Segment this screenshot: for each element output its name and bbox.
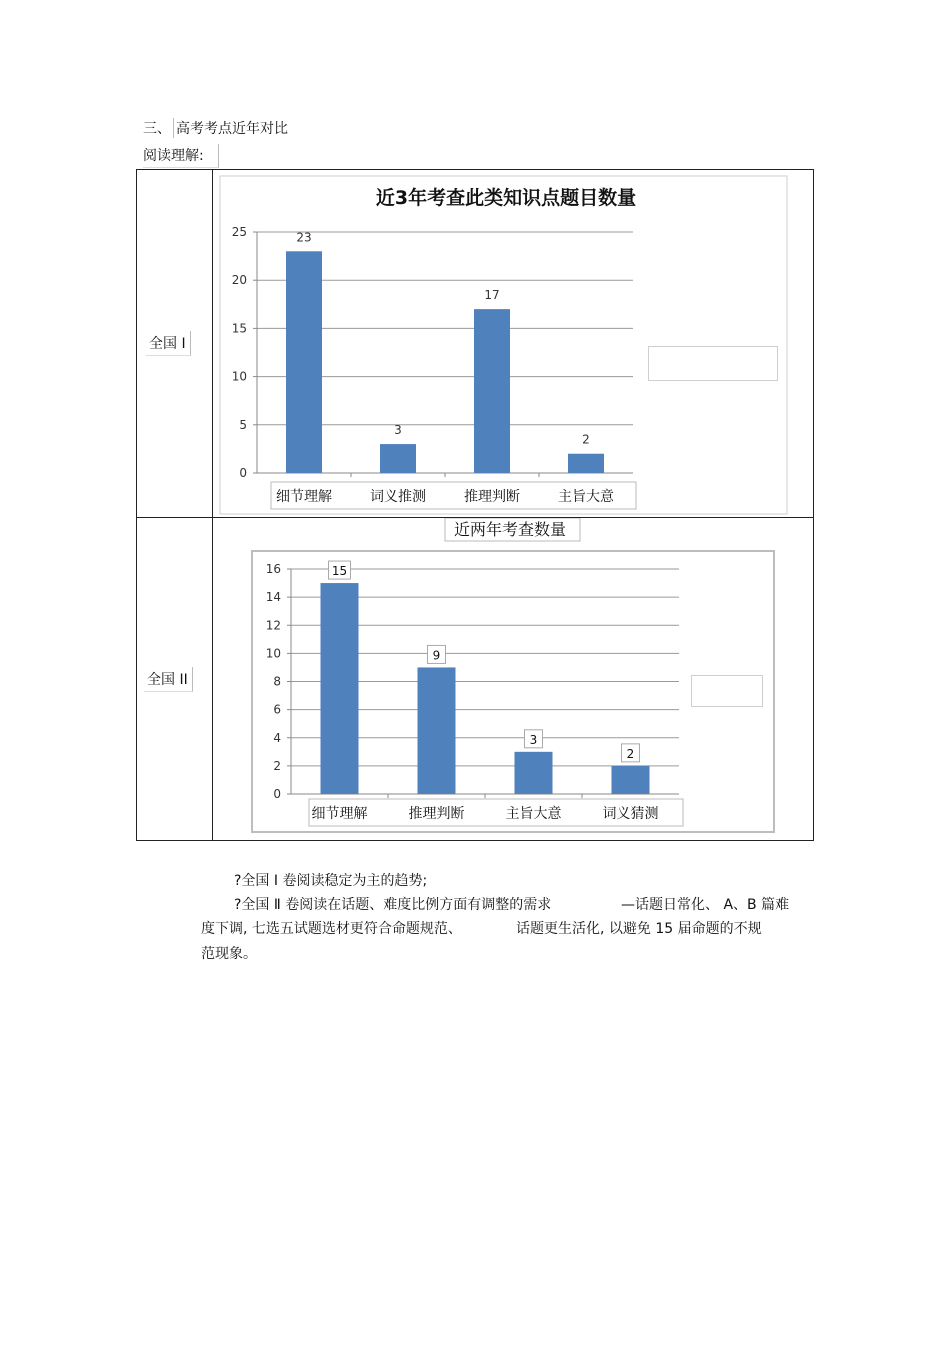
row-label: 全国 II bbox=[144, 667, 193, 692]
y-tick-label: 25 bbox=[231, 225, 247, 239]
note-line-3a: 度下调, 七选五试题选材更符合命题规范、 bbox=[201, 921, 462, 937]
table-row bbox=[137, 518, 814, 841]
data-label: 2 bbox=[626, 746, 635, 761]
note-line-2b: —话题日常化、 A、B 篇难 bbox=[621, 897, 790, 913]
bar bbox=[474, 309, 510, 473]
table-row bbox=[137, 170, 814, 518]
y-tick-label: 2 bbox=[273, 758, 281, 773]
category-label: 主旨大意 bbox=[558, 489, 614, 505]
empty-textbox bbox=[648, 346, 778, 381]
note-line-4: 范现象。 bbox=[201, 946, 257, 962]
data-label: 9 bbox=[432, 648, 441, 663]
chart-cell bbox=[213, 518, 814, 841]
note-line-2a: ?全国 Ⅱ 卷阅读在话题、难度比例方面有调整的需求 bbox=[234, 897, 552, 913]
category-label: 细节理解 bbox=[276, 489, 332, 505]
y-tick-label: 20 bbox=[231, 273, 247, 288]
section-title: 高考考点近年对比 bbox=[176, 121, 288, 137]
bar bbox=[380, 444, 416, 473]
category-label: 主旨大意 bbox=[505, 806, 562, 822]
data-label: 3 bbox=[394, 423, 402, 438]
bar bbox=[321, 583, 359, 794]
y-tick-label: 16 bbox=[265, 562, 281, 576]
y-tick-label: 10 bbox=[265, 646, 281, 661]
data-label: 23 bbox=[296, 230, 312, 245]
subsection-heading: 阅读理解: bbox=[143, 144, 219, 168]
chart-title: 近两年考查数量 bbox=[453, 520, 567, 539]
category-label: 推理判断 bbox=[408, 806, 465, 822]
category-label: 推理判断 bbox=[464, 489, 520, 505]
category-label: 词义推测 bbox=[370, 489, 426, 505]
bar bbox=[612, 766, 650, 794]
bar bbox=[418, 667, 456, 794]
y-tick-label: 12 bbox=[265, 618, 281, 633]
row-label-cell bbox=[137, 518, 213, 841]
chart-title: 近3年考查此类知识点题目数量 bbox=[375, 187, 637, 209]
data-label: 15 bbox=[331, 564, 348, 579]
bar bbox=[568, 454, 604, 473]
row-label-cell bbox=[137, 170, 213, 518]
y-tick-label: 14 bbox=[265, 590, 281, 605]
empty-textbox bbox=[691, 675, 763, 707]
comparison-table bbox=[136, 169, 814, 841]
y-tick-label: 4 bbox=[273, 730, 281, 745]
bar bbox=[515, 752, 553, 794]
y-tick-label: 10 bbox=[231, 369, 247, 384]
data-label: 17 bbox=[484, 288, 500, 303]
y-tick-label: 6 bbox=[273, 702, 281, 717]
section-number: 三、 bbox=[143, 118, 174, 138]
category-label: 词义猜测 bbox=[602, 806, 659, 822]
bar bbox=[286, 251, 322, 473]
note-line-3b: 话题更生活化, 以避免 15 届命题的不规 bbox=[516, 921, 762, 937]
data-label: 2 bbox=[582, 432, 590, 447]
data-label: 3 bbox=[529, 732, 538, 747]
category-label: 细节理解 bbox=[311, 806, 368, 822]
y-tick-label: 8 bbox=[273, 674, 281, 689]
chart-1 bbox=[213, 170, 813, 517]
y-tick-label: 0 bbox=[239, 466, 247, 480]
y-tick-label: 15 bbox=[231, 321, 247, 336]
y-tick-label: 5 bbox=[239, 417, 247, 432]
section-heading bbox=[143, 118, 288, 138]
chart-cell bbox=[213, 170, 814, 518]
y-tick-label: 0 bbox=[273, 787, 281, 801]
row-label: 全国 I bbox=[146, 331, 191, 356]
note-line-1: ?全国 Ⅰ 卷阅读稳定为主的趋势; bbox=[234, 873, 428, 889]
